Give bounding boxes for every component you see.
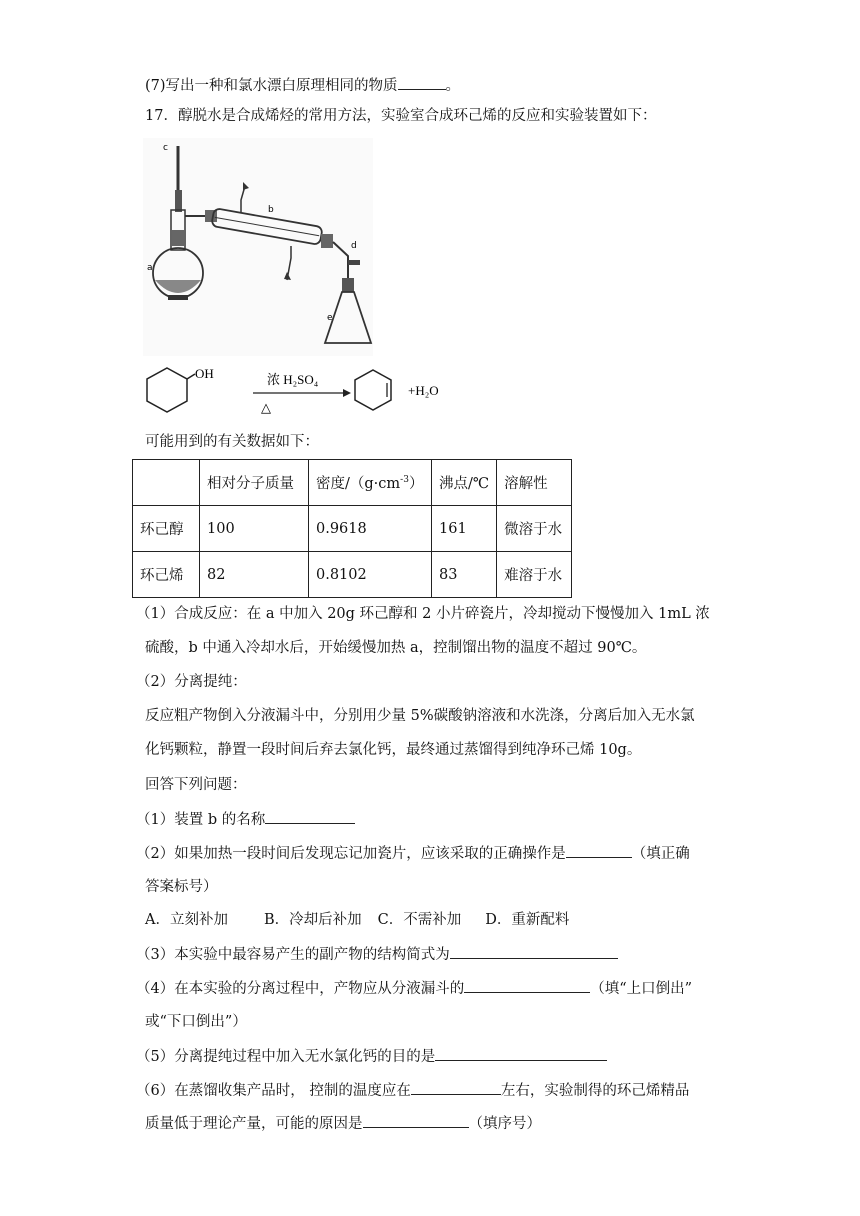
q16-7-text: (7)写出一种和氯水漂白原理相同的物质	[145, 78, 398, 94]
q17-intro: 17．醇脱水是合成烯烃的常用方法，实验室合成环己烯的反应和实验装置如下：	[145, 108, 657, 124]
qa1-text: （1）装置 b 的名称	[136, 812, 266, 828]
label-a: a	[147, 263, 153, 273]
step2-title: （2）分离提纯：	[136, 674, 247, 690]
answer-blank[interactable]	[398, 75, 446, 90]
qa6-text-cont: 左右，实验制得的环己烯精品	[500, 1083, 690, 1099]
table-cell: 环己烯	[133, 552, 200, 598]
option-d[interactable]: D．重新配料	[485, 912, 570, 928]
table-header-cell: 相对分子质量	[200, 460, 309, 506]
qa3-text: （3）本实验中最容易产生的副产物的结构简式为	[136, 947, 450, 963]
qa5-line	[136, 1046, 607, 1067]
table-cell: 83	[432, 552, 497, 598]
reaction-equation	[143, 360, 453, 420]
qa2-line1	[136, 843, 690, 864]
table-cell: 微溶于水	[497, 506, 572, 552]
table-cell: 难溶于水	[497, 552, 572, 598]
qa6-line2	[145, 1113, 541, 1134]
label-e: e	[327, 313, 333, 323]
qa1-line	[136, 809, 355, 830]
qa4-line2: 或“下口倒出”）	[145, 1014, 247, 1030]
answer-blank[interactable]	[265, 809, 355, 824]
qa6-line1	[136, 1080, 689, 1101]
oh-group: OH	[195, 366, 214, 381]
answer-blank[interactable]	[435, 1046, 607, 1061]
step1-line2: 硫酸，b 中通入冷却水后，开始缓慢加热 a，控制馏出物的温度不超过 90℃。	[145, 640, 647, 656]
option-b[interactable]: B．冷却后补加	[263, 912, 362, 928]
table-cell: 100	[200, 506, 309, 552]
option-c[interactable]: C．不需补加	[377, 912, 462, 928]
table-cell: 82	[200, 552, 309, 598]
option-a[interactable]: A．立刻补加	[145, 912, 228, 928]
qa4-text: （4）在本实验的分离过程中，产物应从分液漏斗的	[136, 981, 465, 997]
label-d: d	[351, 241, 357, 251]
answer-blank[interactable]	[464, 978, 590, 993]
table-cell: 0.9618	[309, 506, 432, 552]
options-line	[145, 910, 569, 930]
table-cell: 161	[432, 506, 497, 552]
table-header-row	[133, 460, 572, 506]
qa4-hint: （填“上口倒出”	[590, 981, 693, 997]
water-product: +H₂O	[408, 383, 439, 398]
answer-blank[interactable]	[450, 944, 618, 959]
qa5-text: （5）分离提纯过程中加入无水氯化钙的目的是	[136, 1049, 436, 1065]
qa6-hint: （填序号）	[468, 1116, 541, 1132]
qa2-hint: （填正确	[631, 846, 690, 862]
q16-7-line	[145, 75, 460, 96]
step1-line1: （1）合成反应：在 a 中加入 20g 环己醇和 2 小片碎瓷片，冷却搅动下慢慢加入 1mL 浓	[136, 606, 710, 622]
answer-blank[interactable]	[411, 1080, 501, 1095]
cyclohexanol-structure	[147, 368, 187, 412]
qa2-line2: 答案标号）	[145, 879, 218, 895]
qa6-text2: 质量低于理论产量，可能的原因是	[145, 1116, 363, 1132]
label-b: b	[268, 205, 274, 215]
label-c: c	[163, 143, 168, 153]
answer-blank[interactable]	[566, 843, 632, 858]
qa2-text: （2）如果加热一段时间后发现忘记加瓷片，应该采取的正确操作是	[136, 846, 566, 862]
table-header-cell: 沸点/℃	[432, 460, 497, 506]
answer-blank[interactable]	[363, 1113, 469, 1128]
step2-line1: 反应粗产物倒入分液漏斗中，分别用少量 5%碳酸钠溶液和水洗涤，分离后加入无水氯	[145, 708, 695, 724]
qa3-line	[136, 944, 618, 965]
table-header-cell: 溶解性	[497, 460, 572, 506]
table-row	[133, 552, 572, 598]
qa6-text: （6）在蒸馏收集产品时， 控制的温度应在	[136, 1083, 411, 1099]
data-intro: 可能用到的有关数据如下：	[145, 434, 319, 450]
qa4-line1	[136, 978, 692, 999]
answer-intro: 回答下列问题：	[145, 777, 247, 793]
data-table	[132, 459, 572, 598]
table-row	[133, 506, 572, 552]
table-header-cell	[133, 460, 200, 506]
q16-7-suffix: 。	[445, 78, 461, 94]
distillation-apparatus-diagram	[143, 138, 373, 356]
heat-symbol: △	[261, 401, 271, 416]
table-header-density: 密度$/(g\cdot cm^{-3})$	[309, 460, 432, 506]
cyclohexene-structure	[355, 370, 391, 410]
reagent-label: 浓 H₂SO₄	[267, 372, 319, 387]
table-cell: 0.8102	[309, 552, 432, 598]
step2-line2: 化钙颗粒，静置一段时间后弃去氯化钙，最终通过蒸馏得到纯净环己烯 10g。	[145, 742, 642, 758]
table-cell: 环己醇	[133, 506, 200, 552]
